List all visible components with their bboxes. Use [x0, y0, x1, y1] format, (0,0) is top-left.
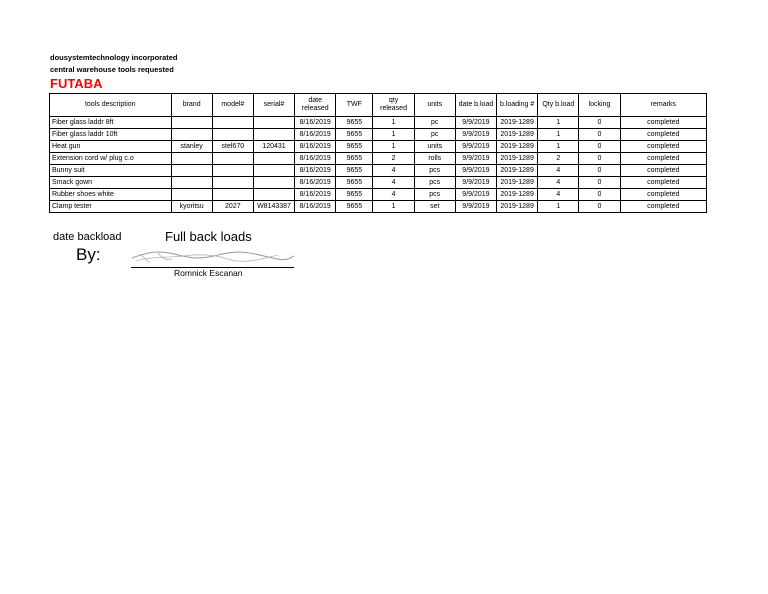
cell-date-bload: 9/9/2019	[455, 201, 496, 213]
by-label: By:	[76, 245, 101, 264]
cell-serial	[253, 177, 294, 189]
cell-units: units	[414, 141, 455, 153]
cell-brand	[171, 153, 212, 165]
document-subtitle: central warehouse tools requested	[50, 65, 174, 74]
cell-units: pc	[414, 129, 455, 141]
cell-locking: 0	[579, 189, 620, 201]
col-bloading-no: b.loading #	[497, 94, 538, 117]
cell-brand	[171, 165, 212, 177]
cell-brand	[171, 117, 212, 129]
table-row	[50, 165, 707, 177]
cell-qty-released: 4	[373, 165, 414, 177]
tools-table	[49, 93, 707, 213]
cell-remarks: completed	[620, 177, 706, 189]
cell-date-bload: 9/9/2019	[455, 165, 496, 177]
col-qty-bload: Qty b.load	[538, 94, 579, 117]
cell-qty-released: 1	[373, 117, 414, 129]
cell-date-released: 8/16/2019	[295, 177, 336, 189]
cell-qty-bload: 4	[538, 189, 579, 201]
cell-bloading-no: 2019-1289	[497, 141, 538, 153]
col-twf: TWF	[336, 94, 373, 117]
cell-date-bload: 9/9/2019	[455, 153, 496, 165]
cell-date-bload: 9/9/2019	[455, 141, 496, 153]
cell-qty-released: 1	[373, 129, 414, 141]
cell-brand	[171, 177, 212, 189]
table-header-row	[50, 94, 707, 117]
col-units: units	[414, 94, 455, 117]
col-brand: brand	[171, 94, 212, 117]
cell-serial	[253, 153, 294, 165]
cell-twf: 9655	[336, 117, 373, 129]
cell-qty-bload: 4	[538, 165, 579, 177]
cell-model: 2027	[212, 201, 253, 213]
cell-units: pcs	[414, 165, 455, 177]
cell-units: pcs	[414, 189, 455, 201]
cell-twf: 9655	[336, 153, 373, 165]
cell-tool-description: Extension cord w/ plug c.o	[50, 153, 172, 165]
cell-locking: 0	[579, 177, 620, 189]
cell-remarks: completed	[620, 201, 706, 213]
cell-bloading-no: 2019-1289	[497, 165, 538, 177]
cell-model	[212, 129, 253, 141]
cell-tool-description: Heat gun	[50, 141, 172, 153]
cell-serial	[253, 165, 294, 177]
cell-date-bload: 9/9/2019	[455, 117, 496, 129]
cell-remarks: completed	[620, 141, 706, 153]
cell-brand: stanley	[171, 141, 212, 153]
cell-tool-description: Fiber glass laddr 10ft	[50, 129, 172, 141]
cell-qty-released: 4	[373, 177, 414, 189]
cell-brand	[171, 189, 212, 201]
cell-twf: 9655	[336, 177, 373, 189]
table-row	[50, 117, 707, 129]
cell-tool-description: Fiber glass laddr 8ft	[50, 117, 172, 129]
cell-qty-released: 1	[373, 201, 414, 213]
cell-date-released: 8/16/2019	[295, 129, 336, 141]
cell-serial	[253, 129, 294, 141]
cell-qty-bload: 2	[538, 153, 579, 165]
date-backload-label: date backload	[53, 231, 122, 243]
cell-brand	[171, 129, 212, 141]
cell-tool-description: Rubber shoes white	[50, 189, 172, 201]
col-remarks: remarks	[620, 94, 706, 117]
cell-serial	[253, 189, 294, 201]
cell-units: pc	[414, 117, 455, 129]
cell-qty-bload: 1	[538, 129, 579, 141]
project-name: FUTABA	[50, 76, 103, 91]
col-date-bload: date b.load	[455, 94, 496, 117]
col-tools-description: tools description	[50, 94, 172, 117]
cell-model: stel670	[212, 141, 253, 153]
table-row	[50, 201, 707, 213]
cell-twf: 9655	[336, 165, 373, 177]
col-serial: serial#	[253, 94, 294, 117]
cell-units: pcs	[414, 177, 455, 189]
cell-date-bload: 9/9/2019	[455, 129, 496, 141]
cell-remarks: completed	[620, 153, 706, 165]
cell-model	[212, 165, 253, 177]
col-locking: locking	[579, 94, 620, 117]
cell-remarks: completed	[620, 117, 706, 129]
cell-qty-released: 1	[373, 141, 414, 153]
table-row	[50, 153, 707, 165]
cell-date-released: 8/16/2019	[295, 189, 336, 201]
col-qty-released: qty released	[373, 94, 414, 117]
cell-remarks: completed	[620, 189, 706, 201]
cell-locking: 0	[579, 141, 620, 153]
col-date-released: date released	[295, 94, 336, 117]
cell-locking: 0	[579, 129, 620, 141]
cell-qty-bload: 1	[538, 201, 579, 213]
cell-locking: 0	[579, 165, 620, 177]
cell-locking: 0	[579, 153, 620, 165]
cell-qty-released: 2	[373, 153, 414, 165]
cell-tool-description: Smack gown	[50, 177, 172, 189]
col-model: model#	[212, 94, 253, 117]
cell-tool-description: Clamp tester	[50, 201, 172, 213]
cell-date-released: 8/16/2019	[295, 165, 336, 177]
table-row	[50, 189, 707, 201]
cell-twf: 9655	[336, 201, 373, 213]
cell-bloading-no: 2019-1289	[497, 189, 538, 201]
cell-date-bload: 9/9/2019	[455, 189, 496, 201]
cell-bloading-no: 2019-1289	[497, 201, 538, 213]
cell-tool-description: Bunny suit	[50, 165, 172, 177]
signer-name: Romnick Escanan	[174, 268, 243, 278]
cell-date-released: 8/16/2019	[295, 201, 336, 213]
cell-twf: 9655	[336, 189, 373, 201]
cell-date-released: 8/16/2019	[295, 153, 336, 165]
cell-model	[212, 153, 253, 165]
cell-serial	[253, 117, 294, 129]
cell-brand: kyoritsu	[171, 201, 212, 213]
cell-qty-bload: 1	[538, 117, 579, 129]
cell-date-released: 8/16/2019	[295, 141, 336, 153]
cell-model	[212, 117, 253, 129]
cell-bloading-no: 2019-1289	[497, 177, 538, 189]
cell-qty-bload: 4	[538, 177, 579, 189]
table-row	[50, 177, 707, 189]
cell-remarks: completed	[620, 165, 706, 177]
cell-serial: W8143387	[253, 201, 294, 213]
cell-bloading-no: 2019-1289	[497, 117, 538, 129]
cell-qty-bload: 1	[538, 141, 579, 153]
cell-model	[212, 177, 253, 189]
cell-qty-released: 4	[373, 189, 414, 201]
cell-twf: 9655	[336, 141, 373, 153]
cell-bloading-no: 2019-1289	[497, 153, 538, 165]
cell-remarks: completed	[620, 129, 706, 141]
cell-locking: 0	[579, 201, 620, 213]
cell-date-released: 8/16/2019	[295, 117, 336, 129]
cell-bloading-no: 2019-1289	[497, 129, 538, 141]
cell-twf: 9655	[336, 129, 373, 141]
cell-model	[212, 189, 253, 201]
company-name: dousystemtechnology incorporated	[50, 53, 178, 62]
cell-serial: 120431	[253, 141, 294, 153]
table-row	[50, 129, 707, 141]
cell-locking: 0	[579, 117, 620, 129]
date-backload-value: Full back loads	[165, 229, 252, 244]
cell-units: rolls	[414, 153, 455, 165]
table-row	[50, 141, 707, 153]
signature-scribble	[128, 246, 298, 268]
cell-units: set	[414, 201, 455, 213]
cell-date-bload: 9/9/2019	[455, 177, 496, 189]
